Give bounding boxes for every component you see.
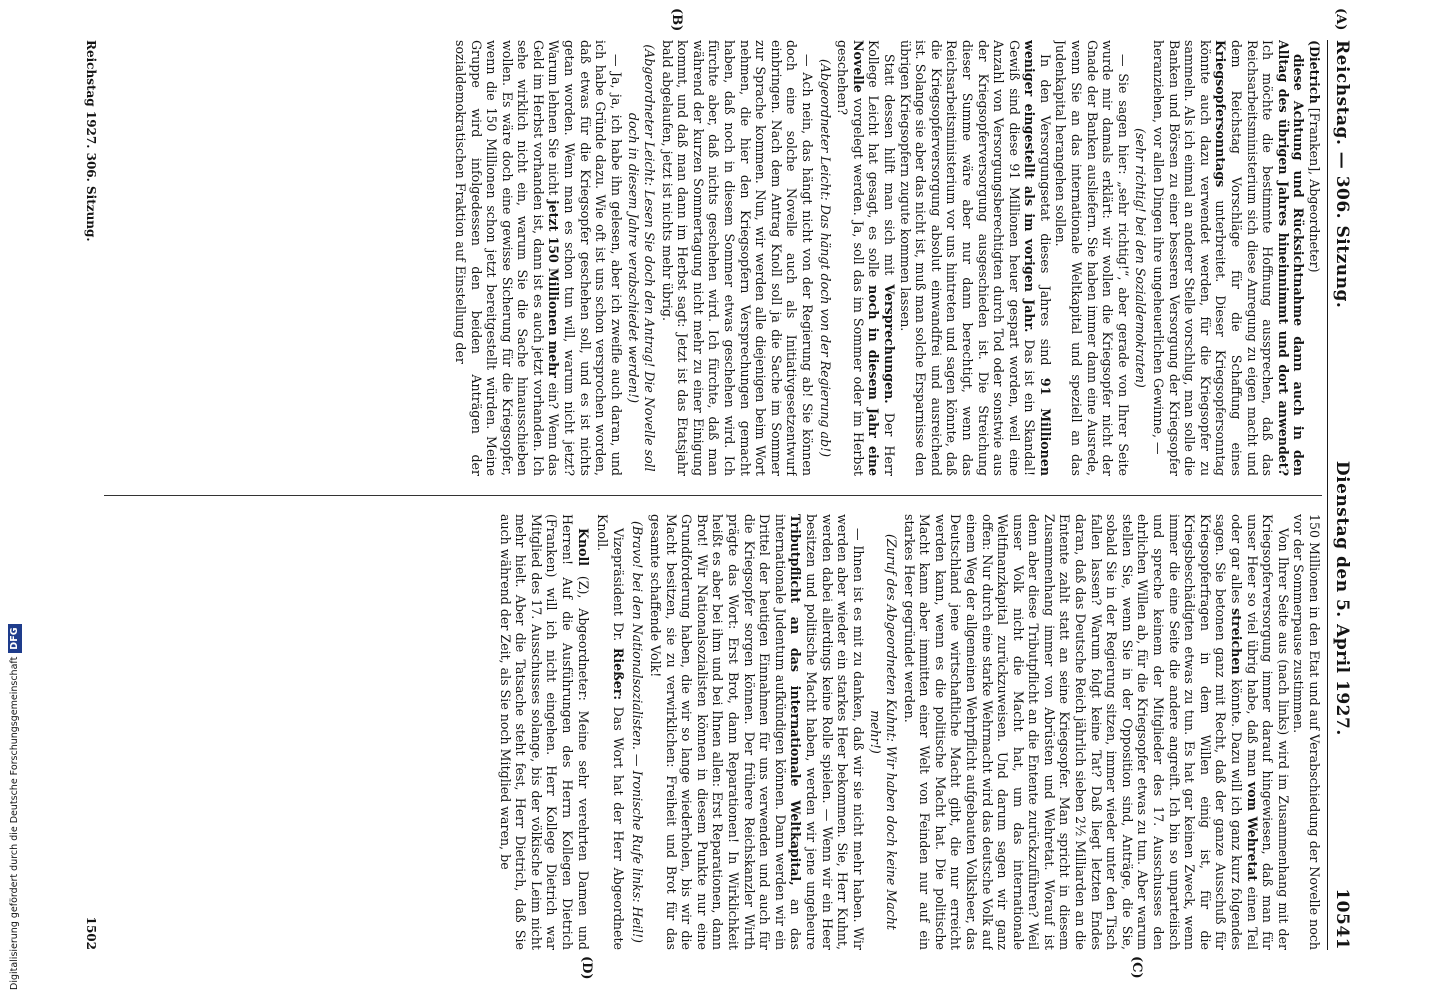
right-column-paragraph-1: 150 Millionen in den Etat und auf Verabschiedung der Novelle noch vor der Sommerpause zustimmen. (1291, 514, 1322, 950)
header-left: Reichstag. — 306. Sitzung. (1332, 40, 1352, 309)
left-column-paragraph-3: (sehr richtig! bei den Sozialdemokraten) (1133, 128, 1149, 388)
margin-letter-b: (B) (669, 8, 684, 32)
left-column-paragraph-2: diese Achtung und Rücksichtnahme dann auch in den Alltag des übrigen Jahres hineinnimmt und dort anwendet? Ich möchte die bestimmte Hoffnung aussprechen, daß das Reichsarbeitsministerium sich diese Anregung zu eigen macht und dem Reichstag Vorschläge für die Schaffung eines Kriegsopfersonntags unterbreitet. Dieser Kriegsopfersonntag könnte auch dazu verwendet werden, für die Kriegsopfer zu sammeln. Als ich einmal an anderer Stelle vorschlug, man solle die Banken und Börsen zu einer besseren Versorgung der Kriegsopfer heranziehen, vor allen Dingen ihre ungeheuerlichen Gewinne, — (1151, 40, 1307, 476)
margin-letter-c: (C) (1129, 956, 1144, 979)
right-column-paragraph-3: (Zuruf des Abgeordneten Kuhnt: Wir haben doch keine Macht mehr!) (868, 534, 899, 930)
left-column-paragraph-9: (Abgeordneter Leicht: Lesen Sie doch den Antrag! Die Novelle soll doch in diesem Jahre verabschiedet werden!) (626, 44, 658, 472)
left-column-paragraph-7: (Abgeordneter Leicht: Das hängt doch von der Regierung ab!) (817, 58, 833, 458)
left-column-paragraph-6: Statt dessen hilft man sich mit Versprechungen. Der Herr Kollege Leicht hat gesagt, es solle noch in diesem Jahr eine Novelle vorgelegt werden. Ja, soll das im Sommer oder im Herbst geschehen? (835, 40, 897, 476)
header-rule (1327, 40, 1328, 950)
digitization-credit (8, 627, 22, 990)
left-column (104, 40, 1322, 476)
footer-sheet-number: 1502 (84, 916, 98, 950)
right-column-paragraph-4: — Ihnen ist es mit zu danken, daß wir sie nicht mehr haben. Wir werden aber wieder ein starkes Heer bekommen. Sie, Herr Kuhnt, werden dabei allerdings keine Rolle spielen. — Wenn wir ein Heer besitzen und politische Macht haben, werden wir jene ungeheure Tributpflicht an das internationale Weltkapital, an das internationale Judentum aufkündigen können. Dann werden wir ein Drittel der heutigen Einnahmen für uns verwenden und auch für die Kriegsopfer sorgen können. Der frühere Reichskanzler Wirth prägte das Wort: Erst Brot, dann Reparationen! In Wirklichkeit heißt es aber bei ihm und bei Ihnen allen: Erst Reparationen, dann Brot! Wir Nationalsozialisten können in diesem Punkte nur eine Grundforderung haben, die wir so lange wiederholen, bis wir die Macht besitzen, sie zu verwirklichen: Freiheit und Brot für das gesamte schaffende Volk! (648, 514, 866, 950)
footer-session: Reichstag 1927. 306. Sitzung. (84, 40, 98, 242)
left-column-paragraph-4: — Sie sagen hier: „sehr richtig!“, aber gerade von Ihrer Seite wurde mir damals erklärt: wir wollen die Kriegsopfer nicht der Gnade der Banken ausliefern. Sie haben immer dann eine Ausrede, wenn Sie an das internationale Weltkapital und speziell an das Judenkapital herangehen sollen. (1053, 40, 1131, 476)
right-column (104, 514, 1322, 950)
running-header (1330, 40, 1354, 950)
right-column-paragraph-5: (Bravo! bei den Nationalsozialisten. — Ironische Rufe links: Heil!) (630, 521, 646, 943)
column-divider (104, 495, 1322, 496)
digitization-note: Digitalisierung gefördert durch die Deutsche Forschungsgemeinschaft (9, 656, 20, 990)
left-column-paragraph-10: — Ja, ja, ich habe ihn gelesen, aber ich zweifle auch daran, und ich habe Gründe dazu. Wie oft ist uns schon versprochen worden, daß etwas für die Kriegsopfer geschehen soll, und es ist nichts getan worden. Wenn man es schon tun will, warum nicht jetzt? Warum lehnen Sie nicht jetzt 150 Millionen mehr ein? Wenn das Geld im Herbst vorhanden ist, dann ist es auch jetzt vorhanden. Ich sehe wirklich nicht ein, warum Sie die Sache hinausschieben wollen. Es wäre doch eine gewisse Sicherung für die Kriegsopfer, wenn die 150 Millionen schon jetzt bereitgestellt würden. Meine Gruppe wird infolgedessen den beiden Anträgen der sozialdemokratischen Fraktion auf Einstellung der (452, 40, 624, 476)
right-column-paragraph-2: Von Ihrer Seite aus (nach links) wird im Zusammenhang mit der Kriegsopferversorgung immer darauf hingewiesen, daß man für unser Heer so viel übrig habe, daß man vom Wehretat einen Teil oder gar alles streichen könnte. Dazu will ich ganz kurz folgendes sagen. Sie betonen ganz mit Recht, daß der ganze Ausschuß für Kriegsopferfragen in dem Willen einig ist, für die Kriegsbeschädigten etwas zu tun. Es hat gar keinen Zweck, wenn immer die eine Seite die andere angreift. Ich bin so unparteiisch und spreche keinem der Mitglieder des 17. Ausschusses den ehrlichen Willen ab, für die Kriegsopfer etwas zu tun. Aber warum stellen Sie, wenn Sie in der Opposition sind, Anträge, die Sie, sobald Sie in der Regierung sitzen, immer wieder unter den Tisch fallen lassen? Warum folgt keine Tat? Daß liegt letzten Endes daran, daß das Deutsche Reich jährlich sieben 2½ Milliarden an die Entente zahlt statt an seine Kriegsopfer. Man spricht in diesem Zusammenhang immer von Abrüsten und Wehretat. Worauf ist denn aber diese Tributpflicht an die Entente zurückzuführen? Weil unser Volk nicht die Macht hat, um das internationale Weltfinanzkapital zurückzuweisen. Und darum sagen wir ganz offen: Nur durch eine starke Wehrmacht wird das deutsche Volk auf einem Weg der allgemeinen Wehrpflicht aufgebauten Volksheer, das Deutschland jene wirtschaftliche Macht gibt, die nur erreicht werden kann, wenn es die politische Macht hat. Die politische Macht kann aber immitten einer Welt von Feinden nur auf ein starkes Heer gegründet werden. (901, 514, 1291, 950)
right-column-paragraph-6: Vizepräsident Dr. Rießer: Das Wort hat der Herr Abgeordnete Knoll. (595, 514, 626, 950)
margin-letter-a: (A) (1333, 8, 1348, 31)
left-column-paragraph-8: — Ach nein, das hängt nicht von der Regierung ab! Sie können doch eine solche Novelle auch als Initiativgesetzentwurf einbringen. Nach dem Antrag Knoll soll ja die Sache im Sommer zur Sprache kommen. Nun, wir werden alle diejenigen beim Wort nehmen, die hier den Kriegsopfern Versprechungen gemacht haben, daß noch in diesem Sommer etwas geschehen wird. Ich fürchte aber, daß nichts geschehen wird. Ich fürchte, daß man während der kurzen Sommertagung nicht mehr zu einer Einigung kommt, und daß man dann im Herbst sagt: Jetzt ist das Etatsjahr bald abgelaufen, jetzt ist nichts mehr übrig. (659, 40, 815, 476)
document-page (84, 8, 1354, 980)
right-column-paragraph-7: Knoll (Z), Abgeordneter: Meine sehr verehrten Damen und Herren! Auf die Ausführungen des Herrn Kollegen Dietrich (Franken) will ich nicht eingehen. Herr Kollege Dietrich war Mitglied des 17. Ausschusses solange, bis der völkische Leim nicht mehr hielt. Aber die Tatsache steht fest, Herr Dietrich, daß Sie auch während der Zeit, als Sie noch Mitglied waren, be (497, 514, 591, 950)
dfg-logo: DFG (8, 625, 22, 653)
page-number: 10541 (1332, 888, 1352, 950)
left-column-paragraph-1: (Dietrich [Franken], Abgeordneter) (1307, 40, 1322, 273)
left-column-paragraph-5: In den Versorgungsetat dieses Jahres sind 91 Millionen weniger eingestellt als im vorigen Jahr. Das ist ein Skandal! Gewiß sind diese 91 Millionen heuer gespart worden, weil eine Anzahl von Versorgungsberechtigten durch Tod oder sonstwie aus der Kriegsopferversorgung ausgeschieden ist. Die Streichung dieser Summe wäre aber nur dann berechtigt, wenn das Reichsarbeitsministerium vor uns hintreten und sagen könnte, daß die Kriegsopferversorgung absolut einwandfrei und ausreichend ist. Solange sie aber das nicht ist, muß man solche Ersparnisse den übrigen Kriegsopfern zugute kommen lassen. (897, 40, 1053, 476)
margin-letter-d: (D) (579, 956, 594, 980)
header-date: Dienstag den 5. April 1927. (1332, 460, 1352, 736)
